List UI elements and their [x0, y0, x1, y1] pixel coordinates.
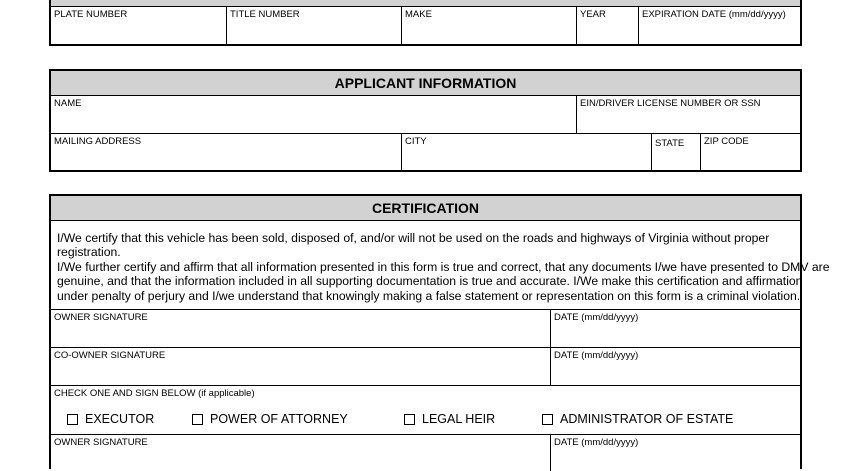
name-field[interactable] [53, 110, 574, 131]
coowner-signature-field[interactable] [53, 362, 548, 383]
owner-signature-label: OWNER SIGNATURE [54, 312, 148, 323]
owner-signature-label-2: OWNER SIGNATURE [54, 437, 148, 448]
expiration-date-label: EXPIRATION DATE (mm/dd/yyyy) [642, 9, 786, 20]
coowner-signature-label: CO-OWNER SIGNATURE [54, 350, 166, 361]
owner-signature-cell [51, 309, 551, 347]
state-cell [652, 134, 701, 170]
legal-heir-label: LEGAL HEIR [422, 412, 496, 426]
certification-line: registration. [57, 245, 121, 260]
ein-label: EIN/DRIVER LICENSE NUMBER OR SSN [580, 98, 761, 109]
date-field-2[interactable] [553, 362, 798, 383]
year-cell [577, 7, 639, 44]
state-field[interactable] [654, 148, 698, 168]
city-cell [402, 134, 652, 170]
applicant-section [49, 69, 802, 172]
power-of-attorney-label: POWER OF ATTORNEY [210, 412, 348, 426]
title-number-field[interactable] [229, 21, 399, 42]
check-one-label: CHECK ONE AND SIGN BELOW (if applicable) [54, 388, 255, 399]
administrator-of-estate-checkbox[interactable] [542, 411, 733, 427]
checkbox-square[interactable] [404, 414, 415, 425]
applicant-heading: APPLICANT INFORMATION [51, 71, 800, 96]
certification-statement [57, 231, 830, 306]
ein-cell [577, 96, 800, 134]
certification-heading: CERTIFICATION [51, 196, 800, 221]
owner-signature-field-2[interactable] [53, 449, 548, 469]
date-cell-3 [551, 434, 800, 471]
make-cell [402, 7, 577, 44]
expiration-date-cell [639, 7, 800, 44]
name-label: NAME [54, 98, 82, 109]
legal-heir-checkbox[interactable] [404, 411, 495, 427]
date-cell-2 [551, 347, 800, 385]
administrator-of-estate-label: ADMINISTRATOR OF ESTATE [560, 412, 734, 426]
executor-label: EXECUTOR [85, 412, 155, 426]
plate-number-field[interactable] [53, 21, 224, 42]
year-field[interactable] [579, 21, 636, 42]
title-number-label: TITLE NUMBER [230, 9, 300, 20]
zip-field[interactable] [703, 148, 798, 168]
make-label: MAKE [405, 9, 432, 20]
owner-signature-cell-2 [51, 434, 551, 471]
power-of-attorney-checkbox[interactable] [192, 411, 348, 427]
certification-line: under penalty of perjury and I/we understand that knowingly making a false statement or representation on this form is a criminal violation. [57, 288, 801, 303]
zip-cell [701, 134, 800, 170]
ein-field[interactable] [579, 110, 798, 131]
mailing-address-label: MAILING ADDRESS [54, 136, 142, 147]
checkbox-square[interactable] [542, 414, 553, 425]
date-label-2: DATE (mm/dd/yyyy) [554, 350, 639, 361]
city-label: CITY [405, 136, 427, 147]
certification-line: genuine, and that the information included in all supporting documentation is true and accurate. I/We make this certification and affirmation [57, 274, 803, 289]
certification-line: I/We further certify and affirm that all information presented in this form is true and correct, that any documents I/we have presented to DMV are [57, 259, 830, 274]
date-label-1: DATE (mm/dd/yyyy) [554, 312, 639, 323]
title-number-cell [227, 7, 402, 44]
plate-number-label: PLATE NUMBER [54, 9, 128, 20]
date-cell-1 [551, 309, 800, 347]
make-field[interactable] [404, 21, 574, 42]
checkbox-square[interactable] [192, 414, 203, 425]
plate-number-cell [51, 7, 227, 44]
mailing-address-cell [51, 134, 402, 170]
coowner-signature-cell [51, 347, 551, 385]
zip-label: ZIP CODE [704, 136, 749, 147]
mailing-address-field[interactable] [53, 148, 399, 168]
state-label: STATE [655, 138, 685, 149]
certification-section [49, 194, 830, 469]
owner-signature-field[interactable] [53, 324, 548, 345]
date-field-1[interactable] [553, 324, 798, 345]
vehicle-info-section [49, 0, 802, 46]
date-label-3: DATE (mm/dd/yyyy) [554, 437, 639, 448]
year-label: YEAR [580, 9, 606, 20]
certification-line: I/We certify that this vehicle has been sold, disposed of, and/or will not be used on the roads and highways of Virginia without proper [57, 231, 770, 245]
expiration-date-field[interactable] [641, 21, 798, 42]
name-cell [51, 96, 577, 134]
checkbox-square[interactable] [67, 414, 78, 425]
city-field[interactable] [404, 148, 649, 168]
vehicle-header-strip [51, 0, 800, 7]
executor-checkbox[interactable] [67, 411, 154, 427]
date-field-3[interactable] [553, 449, 798, 469]
